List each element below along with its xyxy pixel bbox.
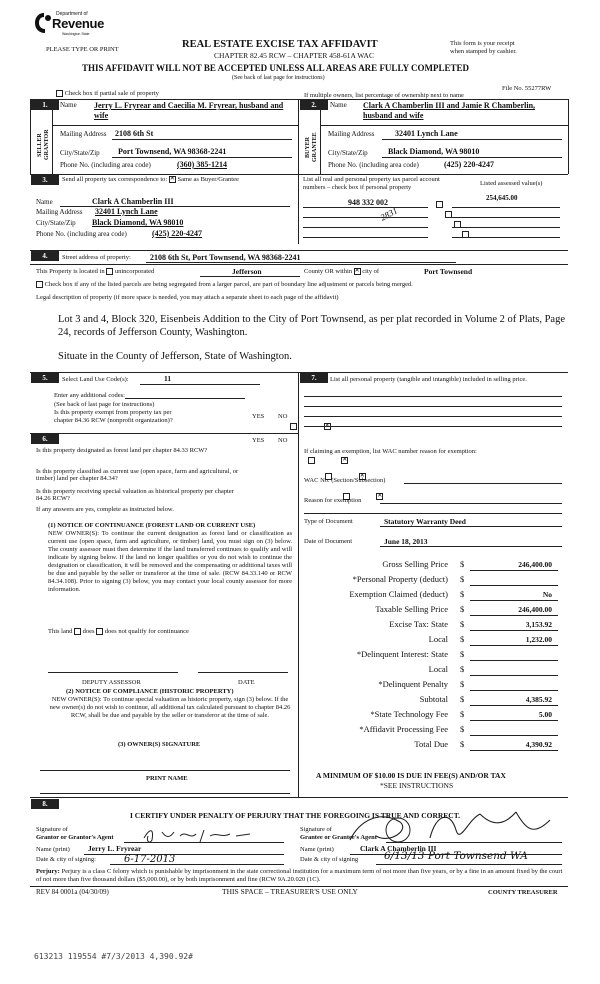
taxpayer-phone: (425) 220-4247 <box>152 229 202 238</box>
unincorporated-label: unincorporated <box>114 268 155 275</box>
calc-dollar-penalty: $ <box>460 679 465 689</box>
street-address: 2108 6th St, Port Townsend, WA 98368-2241 <box>150 253 301 262</box>
deputy-assessor-label: DEPUTY ASSESSOR <box>82 679 141 686</box>
revenue-logo-mark <box>34 12 54 34</box>
grantor-signature <box>140 824 270 846</box>
calc-value-tech-fee: 5.00 <box>538 710 552 719</box>
send-correspondence-label: Send all property tax correspondence to: <box>62 176 168 183</box>
exempt-question-1: Is this property exempt from property tax per <box>54 409 172 416</box>
land-use-label: Select Land Use Code(s): <box>62 376 129 383</box>
calc-label-subtotal: Subtotal <box>419 694 448 704</box>
buyer-name: Clark A Chamberlin III and Jamie R Chamberlin, husband and wife <box>363 101 536 120</box>
notice-compliance-body: NEW OWNER(S): To continue special valuation as historic property, sign (3) below. If the new owner(s) do not wish to continue, all additional tax calculated pursuant to chapter 84.26 RCW, shall be due and payable by the seller or transferor at the time of sale. <box>49 696 291 719</box>
calc-dollar-personal: $ <box>460 574 465 584</box>
handwritten-parcel: 2831 <box>378 205 400 223</box>
personal-property-checkbox-1[interactable] <box>436 201 443 208</box>
partial-sale-row <box>56 90 159 97</box>
partial-sale-label: Check box if partial sale of property <box>64 90 159 97</box>
land-does-checkbox[interactable] <box>74 628 81 635</box>
seller-city: Port Townsend, WA 98368-2241 <box>118 147 227 156</box>
land-does-not-checkbox[interactable] <box>96 628 103 635</box>
grantee-signature <box>340 800 560 850</box>
calc-label-interest-local: Local <box>428 664 448 674</box>
calc-label-exemption: Exemption Claimed (deduct) <box>349 589 448 599</box>
county-or-within <box>304 268 379 275</box>
buyer-phone: (425) 220-4247 <box>444 160 494 169</box>
located-label: This Property is located in <box>36 268 105 275</box>
land-use-code: 11 <box>164 374 172 383</box>
section6-no-header: NO <box>278 437 288 444</box>
section-4-number: 4. <box>31 251 59 261</box>
personal-property-label: List all personal property (tangible and intangible) included in selling price. <box>330 376 527 383</box>
section-3-number: 3. <box>31 175 59 185</box>
calc-dollar-tech-fee: $ <box>460 709 465 719</box>
tax-calculation <box>300 556 568 756</box>
historic-question: Is this property receiving special valuation as historical property per chapter 84.26 RCW? <box>36 488 234 503</box>
legal-description-2: Situate in the County of Jefferson, State of Washington. <box>58 351 292 362</box>
doc-date: June 18, 2013 <box>384 537 428 546</box>
forest-land-question: Is this property designated as forest land per chapter 84.33 RCW? <box>36 447 208 454</box>
calc-value-total: 4,390.92 <box>525 740 552 749</box>
seller-name-label: Name <box>60 101 77 109</box>
seller-mailing-label: Mailing Address <box>60 130 107 138</box>
section-5-number: 5. <box>31 373 59 383</box>
perjury-notice <box>36 868 564 884</box>
form-revision: REV 84 0001a (04/30/09) <box>36 888 109 896</box>
seller-phone: (360) 385-1214 <box>177 160 227 169</box>
calc-label-interest-state: *Delinquent Interest: State <box>356 649 448 659</box>
grantor-date-label: Date & city of signing: <box>36 856 96 863</box>
calc-label-excise-state: Excise Tax: State <box>389 619 448 629</box>
see-back-note: (See back of last page for instructions) <box>232 75 325 81</box>
grantor-name: Jerry L. Fryrear <box>88 844 142 853</box>
section-7-number: 7. <box>300 373 328 383</box>
grantee-name: Clark A Chamberlin III <box>360 844 437 853</box>
notice-continuance-body: NEW OWNER(S): To continue the current designation as forest land or classification as current use (open space, farm and agriculture, or timber) land, you must sign on (3) below. The county assessor must then determine if the land transferred continues to qualify and will indicate by signing below. If the land no longer qualifies or you do not wish to continue the designation or classification, it will be removed and the compensating or additional taxes will be due and payable by the seller or transferor at the time of sale. (RCW 84.33.140 or RCW 84.34.108). Prior to signing (3) below, you may contact your local county assessor for more information. <box>48 530 292 593</box>
seller-city-label: City/State/Zip <box>60 149 100 157</box>
same-as-buyer-checkbox[interactable] <box>169 176 176 183</box>
calc-value-excise-local: 1,232.00 <box>525 635 552 644</box>
taxpayer-mailing: 32401 Lynch Lane <box>95 207 158 216</box>
grantee-date-label: Date & city of signing <box>300 856 359 863</box>
assessed-label: Listed assessed value(s) <box>480 180 543 187</box>
calc-dollar-total: $ <box>460 739 465 749</box>
please-type: PLEASE TYPE OR PRINT <box>46 46 119 53</box>
section-6-number: 6. <box>31 434 59 444</box>
doc-type-label: Type of Document <box>304 518 353 525</box>
grantee-name-label: Name (print) <box>300 846 334 853</box>
calc-dollar-subtotal: $ <box>460 694 465 704</box>
buyer-city-label: City/State/Zip <box>328 149 368 157</box>
calc-label-gross: Gross Selling Price <box>382 559 448 569</box>
legal-description-1: Lot 3 and 4, Block 320, Eisenbeis Addition to the City of Port Townsend, as per plat recorded in Volume 2 of Plats, Page 24, records of Jefferson County, Washington. <box>58 314 565 338</box>
doc-date-label: Date of Document <box>304 538 353 545</box>
form-chapter: CHAPTER 82.45 RCW – CHAPTER 458-61A WAC <box>214 51 374 60</box>
calc-value-excise-state: 3,153.92 <box>525 620 552 629</box>
taxpayer-city: Black Diamond, WA 98010 <box>92 218 184 227</box>
parcel-label-2: numbers – check box if personal property <box>303 184 412 191</box>
street-address-label: Street address of property: <box>62 254 131 261</box>
receipt-note-2: when stamped by cashier. <box>450 48 517 55</box>
partial-sale-checkbox[interactable] <box>56 90 63 97</box>
calc-dollar-taxable: $ <box>460 604 465 614</box>
seller-mailing: 2108 6th St <box>115 129 154 138</box>
unincorporated-checkbox[interactable] <box>106 268 113 275</box>
buyer-mailing-label: Mailing Address <box>328 130 375 138</box>
send-correspondence <box>62 176 239 183</box>
calc-value-gross: 246,400.00 <box>518 560 552 569</box>
this-land-row <box>48 628 189 635</box>
grantor-sig-label-2: Grantor or Grantor's Agent <box>36 834 114 841</box>
same-as-buyer-label: Same as Buyer/Grantee <box>177 176 239 183</box>
this-land-label: This land <box>48 628 73 635</box>
cashier-stamp: 613213 119554 #7/3/2013 4,390.92# <box>34 952 193 961</box>
seller-phone-label: Phone No. (including area code) <box>60 161 151 169</box>
section-1-number: 1. <box>31 100 59 110</box>
notice-continuance-title: (1) NOTICE OF CONTINUANCE (FOREST LAND OR CURRENT USE) <box>48 522 256 529</box>
treasurer-only: THIS SPACE – TREASURER'S USE ONLY <box>222 887 358 896</box>
segregated-label: Check box if any of the listed parcels are being segregated from a larger parcel, are part of boundary line adjustment or parcels being merged. <box>44 281 413 288</box>
calc-value-taxable: 246,400.00 <box>518 605 552 614</box>
calc-label-excise-local: Local <box>428 634 448 644</box>
city-of-label: city of <box>362 268 380 275</box>
if-yes-instruction: If any answers are yes, complete as instructed below. <box>36 506 174 513</box>
calc-label-taxable: Taxable Selling Price <box>375 604 448 614</box>
calc-label-tech-fee: *State Technology Fee <box>370 709 448 719</box>
property-county: Jefferson <box>232 267 262 276</box>
parcel-label-1: List all real and personal property tax parcel account <box>303 176 440 183</box>
segregated-row <box>36 281 413 288</box>
calc-label-personal: *Personal Property (deduct) <box>352 574 448 584</box>
personal-property-checkbox-2[interactable] <box>445 211 452 218</box>
calc-label-total: Total Due <box>414 739 448 749</box>
calc-label-penalty: *Delinquent Penalty <box>378 679 448 689</box>
county-treasurer: COUNTY TREASURER <box>488 889 558 896</box>
legal-description-label: Legal description of property (if more space is needed, you may attach a separate sheet to each page of the affidavit) <box>36 294 339 301</box>
certify-statement: I CERTIFY UNDER PENALTY OF PERJURY THAT THE FOREGOING IS TRUE AND CORRECT. <box>130 811 461 820</box>
exemption-reason-label: Reason for exemption <box>304 497 362 504</box>
perjury-label: Perjury: <box>36 868 60 875</box>
current-use-question: Is this property classified as current use (open space, farm and agricultural, or timber) land per chapter 84.34? <box>36 468 239 483</box>
county-or-label: County OR within <box>304 268 353 275</box>
grantor-name-label: Name (print) <box>36 846 70 853</box>
buyer-name-label: Name <box>330 101 347 109</box>
calc-dollar-excise-state: $ <box>460 619 465 629</box>
grantor-date: 6-17-2013 <box>124 854 176 865</box>
calc-dollar-interest-local: $ <box>460 664 465 674</box>
perjury-text: Perjury is a class C felony which is punishable by imprisonment in the state correctional institution for a maximum term of not more than five years, or by a fine in an amount fixed by the court of not more than five thousand dollars ($5,000.00), or by both imprisonment and fine (RCW 9A.20.020 (1C). <box>36 868 563 883</box>
grantee-sig-label: Signature of <box>300 826 332 833</box>
receipt-note-1: This form is your receipt <box>450 40 515 47</box>
historic-no-checkbox[interactable] <box>376 493 383 500</box>
see-instructions-note: *SEE INSTRUCTIONS <box>380 781 454 790</box>
form-title: REAL ESTATE EXCISE TAX AFFIDAVIT <box>182 39 378 50</box>
section-2-number: 2. <box>300 100 328 110</box>
calc-dollar-processing-fee: $ <box>460 724 465 734</box>
exempt-yes-checkbox[interactable] <box>290 423 297 430</box>
owner-signature-label: (3) OWNER(S) SIGNATURE <box>118 741 201 748</box>
taxpayer-name-label: Name <box>36 198 53 206</box>
multiple-owners-note: If multiple owners, list percentage of ownership next to name <box>304 92 464 99</box>
form-warning: THIS AFFIDAVIT WILL NOT BE ACCEPTED UNLESS ALL AREAS ARE FULLY COMPLETED <box>82 63 470 73</box>
section5-see-back: (See back of last page for instructions) <box>54 401 155 408</box>
calc-dollar-exemption: $ <box>460 589 465 599</box>
logo-name: Revenue <box>52 16 105 31</box>
grantor-sig-label: Signature of <box>36 826 68 833</box>
calc-dollar-interest-state: $ <box>460 649 465 659</box>
calc-dollar-gross: $ <box>460 559 465 569</box>
minimum-due-note: A MINIMUM OF $10.00 IS DUE IN FEE(S) AND/OR TAX <box>316 771 506 780</box>
grantee-sig-label-2: Grantee or Grantee's Agent <box>300 834 377 841</box>
section5-yes-header: YES <box>252 413 265 420</box>
forest-no-checkbox[interactable] <box>341 457 348 464</box>
dor-logo <box>34 10 105 42</box>
wac-label: WAC No. (Section/Subsection) <box>304 477 386 484</box>
buyer-city: Black Diamond, WA 98010 <box>388 147 480 156</box>
taxpayer-mailing-label: Mailing Address <box>36 208 83 216</box>
exemption-claim-label: If claiming an exemption, list WAC number reason for exemption: <box>304 448 477 455</box>
grantee-date: 6/13/13 Port Townsend WA <box>384 850 528 862</box>
segregated-checkbox[interactable] <box>36 281 43 288</box>
buyer-phone-label: Phone No. (including area code) <box>328 161 419 169</box>
property-city: Port Townsend <box>424 267 473 276</box>
buyer-side-label: BUYER GRANTEE <box>305 132 318 163</box>
taxpayer-city-label: City/State/Zip <box>36 219 76 227</box>
assessor-date-label: DATE <box>238 679 255 686</box>
logo-dept: Department of <box>56 11 88 17</box>
file-number: File No. 55277RW <box>502 85 552 92</box>
exempt-question-2: chapter 84.36 RCW (nonprofit organization)? <box>54 417 173 424</box>
print-name-label: PRINT NAME <box>146 775 188 782</box>
buyer-mailing: 32401 Lynch Lane <box>395 129 458 138</box>
property-location-row <box>36 268 154 275</box>
land-does-label: does <box>82 628 95 635</box>
land-does-not-label: does not qualify for continuance <box>104 628 189 635</box>
section5-no-header: NO <box>278 413 288 420</box>
calc-label-processing-fee: *Affidavit Processing Fee <box>359 724 448 734</box>
seller-side-label: SELLER GRANTOR <box>37 129 50 161</box>
calc-value-subtotal: 4,385.92 <box>525 695 552 704</box>
taxpayer-name: Clark A Chamberlin III <box>92 197 174 206</box>
logo-state: Washington State <box>62 32 90 36</box>
forest-yes-checkbox[interactable] <box>308 457 315 464</box>
calc-value-exemption: No <box>542 590 552 599</box>
parcel-number-1: 948 332 002 <box>348 198 388 207</box>
additional-codes-label: Enter any additional codes: <box>54 392 125 399</box>
notice-compliance-title: (2) NOTICE OF COMPLIANCE (HISTORIC PROPERTY) <box>66 688 234 695</box>
assessed-value-1: 254,645.00 <box>486 194 518 202</box>
doc-type: Statutory Warranty Deed <box>384 517 466 526</box>
city-checkbox[interactable] <box>354 268 361 275</box>
section6-yes-header: YES <box>252 437 265 444</box>
calc-dollar-excise-local: $ <box>460 634 465 644</box>
taxpayer-phone-label: Phone No. (including area code) <box>36 230 127 238</box>
seller-name: Jerry L. Fryrear and Caecilia M. Fryrear, husband and wife <box>94 101 284 120</box>
section-8-number: 8. <box>31 799 59 809</box>
